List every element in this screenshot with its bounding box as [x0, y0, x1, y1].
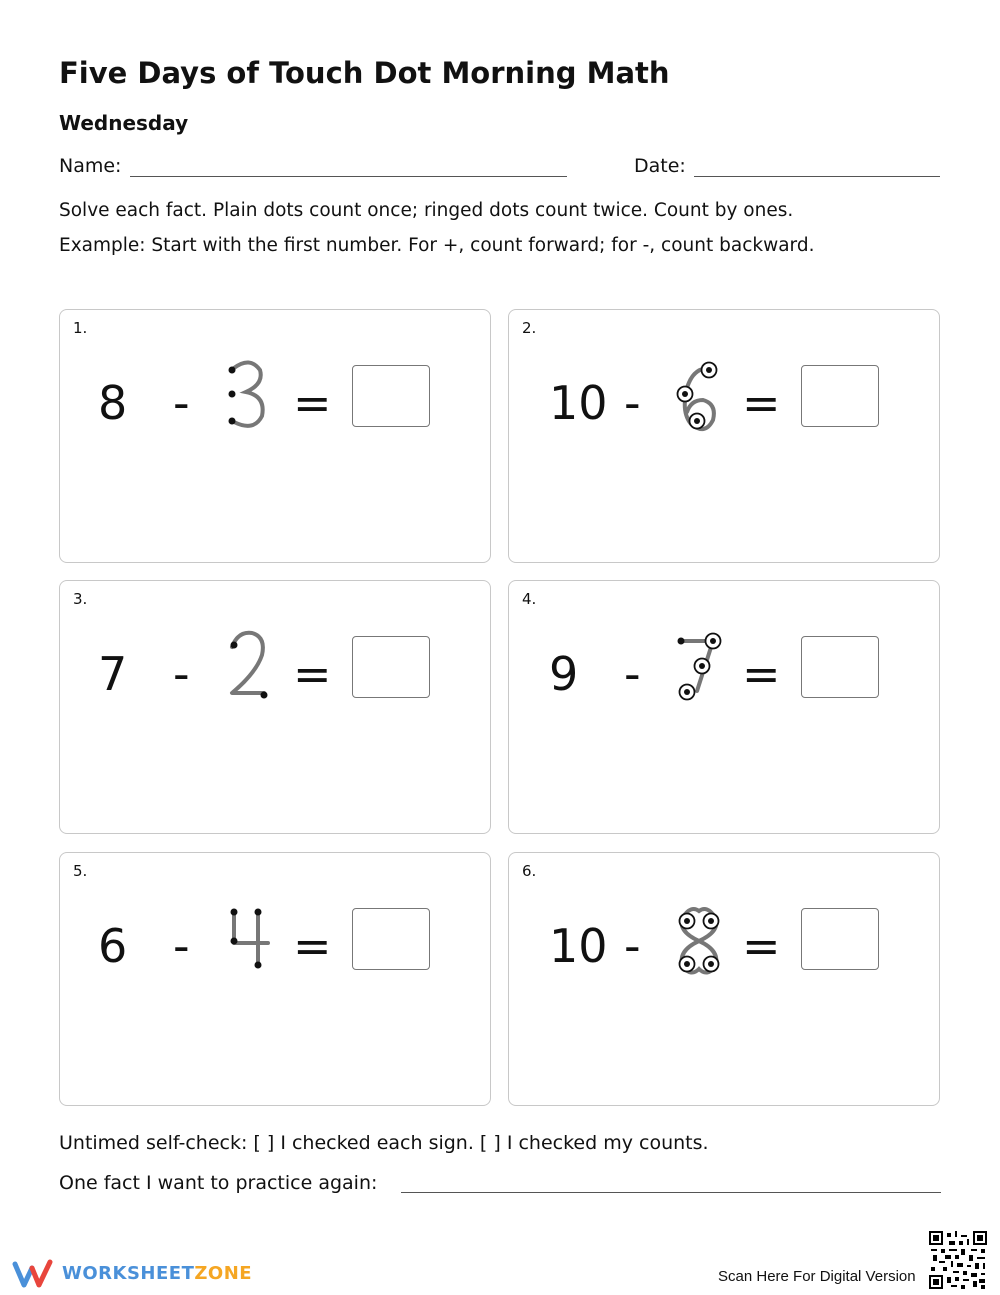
operator-sign: - — [173, 376, 190, 430]
equals-sign: = — [742, 376, 781, 430]
first-number: 9 — [549, 647, 579, 701]
date-field[interactable] — [694, 176, 940, 177]
worksheetzone-logo-text: WORKSHEETZONE — [62, 1263, 253, 1284]
problem-number: 2. — [522, 319, 537, 337]
touch-dot-digit-8 — [669, 897, 729, 987]
touch-dot-digit-2 — [220, 625, 280, 715]
ringed-touch-dot — [704, 914, 719, 929]
operator-sign: - — [173, 919, 190, 973]
problem-number: 4. — [522, 590, 537, 608]
ringed-touch-dot — [680, 957, 695, 972]
name-label: Name: — [59, 155, 122, 177]
instruction-example: Example: Start with the first number. For +, count forward; for -, count backward. — [59, 235, 815, 256]
touch-dot — [261, 692, 268, 699]
first-number: 7 — [98, 647, 128, 701]
touch-dot — [678, 638, 685, 645]
problem-card-6 — [508, 852, 940, 1106]
ringed-touch-dot — [706, 634, 721, 649]
touch-dot — [231, 642, 238, 649]
problem-number: 5. — [73, 862, 88, 880]
touch-dot — [231, 938, 238, 945]
first-number: 6 — [98, 919, 128, 973]
problem-card-2 — [508, 309, 940, 563]
equals-sign: = — [293, 919, 332, 973]
operator-sign: - — [624, 647, 641, 701]
ringed-touch-dot — [704, 957, 719, 972]
first-number: 10 — [549, 919, 608, 973]
touch-dot-digit-3 — [220, 354, 280, 444]
operator-sign: - — [624, 919, 641, 973]
touch-dot — [229, 391, 236, 398]
ringed-touch-dot — [680, 914, 695, 929]
answer-box[interactable] — [352, 908, 430, 970]
touch-dot — [255, 909, 262, 916]
first-number: 8 — [98, 376, 128, 430]
first-number: 10 — [549, 376, 608, 430]
operator-sign: - — [624, 376, 641, 430]
touch-dot — [229, 418, 236, 425]
date-label: Date: — [634, 155, 686, 177]
problem-card-3 — [59, 580, 491, 834]
equals-sign: = — [293, 647, 332, 701]
day-label: Wednesday — [59, 111, 189, 135]
problem-card-5 — [59, 852, 491, 1106]
qr-code-icon[interactable] — [929, 1231, 987, 1289]
touch-dot — [255, 962, 262, 969]
equals-sign: = — [293, 376, 332, 430]
touch-dot-digit-7 — [669, 625, 729, 715]
problem-number: 6. — [522, 862, 537, 880]
self-check-line: Untimed self-check: [ ] I checked each sign. [ ] I checked my counts. — [59, 1132, 709, 1154]
practice-label: One fact I want to practice again: — [59, 1172, 378, 1194]
operator-sign: - — [173, 647, 190, 701]
name-field[interactable] — [130, 176, 567, 177]
problem-number: 3. — [73, 590, 88, 608]
equals-sign: = — [742, 647, 781, 701]
problem-card-1 — [59, 309, 491, 563]
ringed-touch-dot — [690, 414, 705, 429]
ringed-touch-dot — [680, 685, 695, 700]
scan-text: Scan Here For Digital Version — [718, 1268, 916, 1285]
equals-sign: = — [742, 919, 781, 973]
problem-card-4 — [508, 580, 940, 834]
practice-field[interactable] — [401, 1192, 941, 1193]
page-title: Five Days of Touch Dot Morning Math — [59, 56, 670, 90]
ringed-touch-dot — [702, 363, 717, 378]
ringed-touch-dot — [695, 659, 710, 674]
touch-dot-digit-4 — [220, 897, 280, 987]
answer-box[interactable] — [801, 636, 879, 698]
answer-box[interactable] — [352, 365, 430, 427]
worksheetzone-logo-icon — [12, 1258, 56, 1290]
instruction-rule: Solve each fact. Plain dots count once; ringed dots count twice. Count by ones. — [59, 200, 794, 221]
problem-number: 1. — [73, 319, 88, 337]
touch-dot — [229, 367, 236, 374]
answer-box[interactable] — [801, 365, 879, 427]
touch-dot — [231, 909, 238, 916]
touch-dot-digit-6 — [669, 354, 729, 444]
ringed-touch-dot — [678, 387, 693, 402]
answer-box[interactable] — [352, 636, 430, 698]
answer-box[interactable] — [801, 908, 879, 970]
